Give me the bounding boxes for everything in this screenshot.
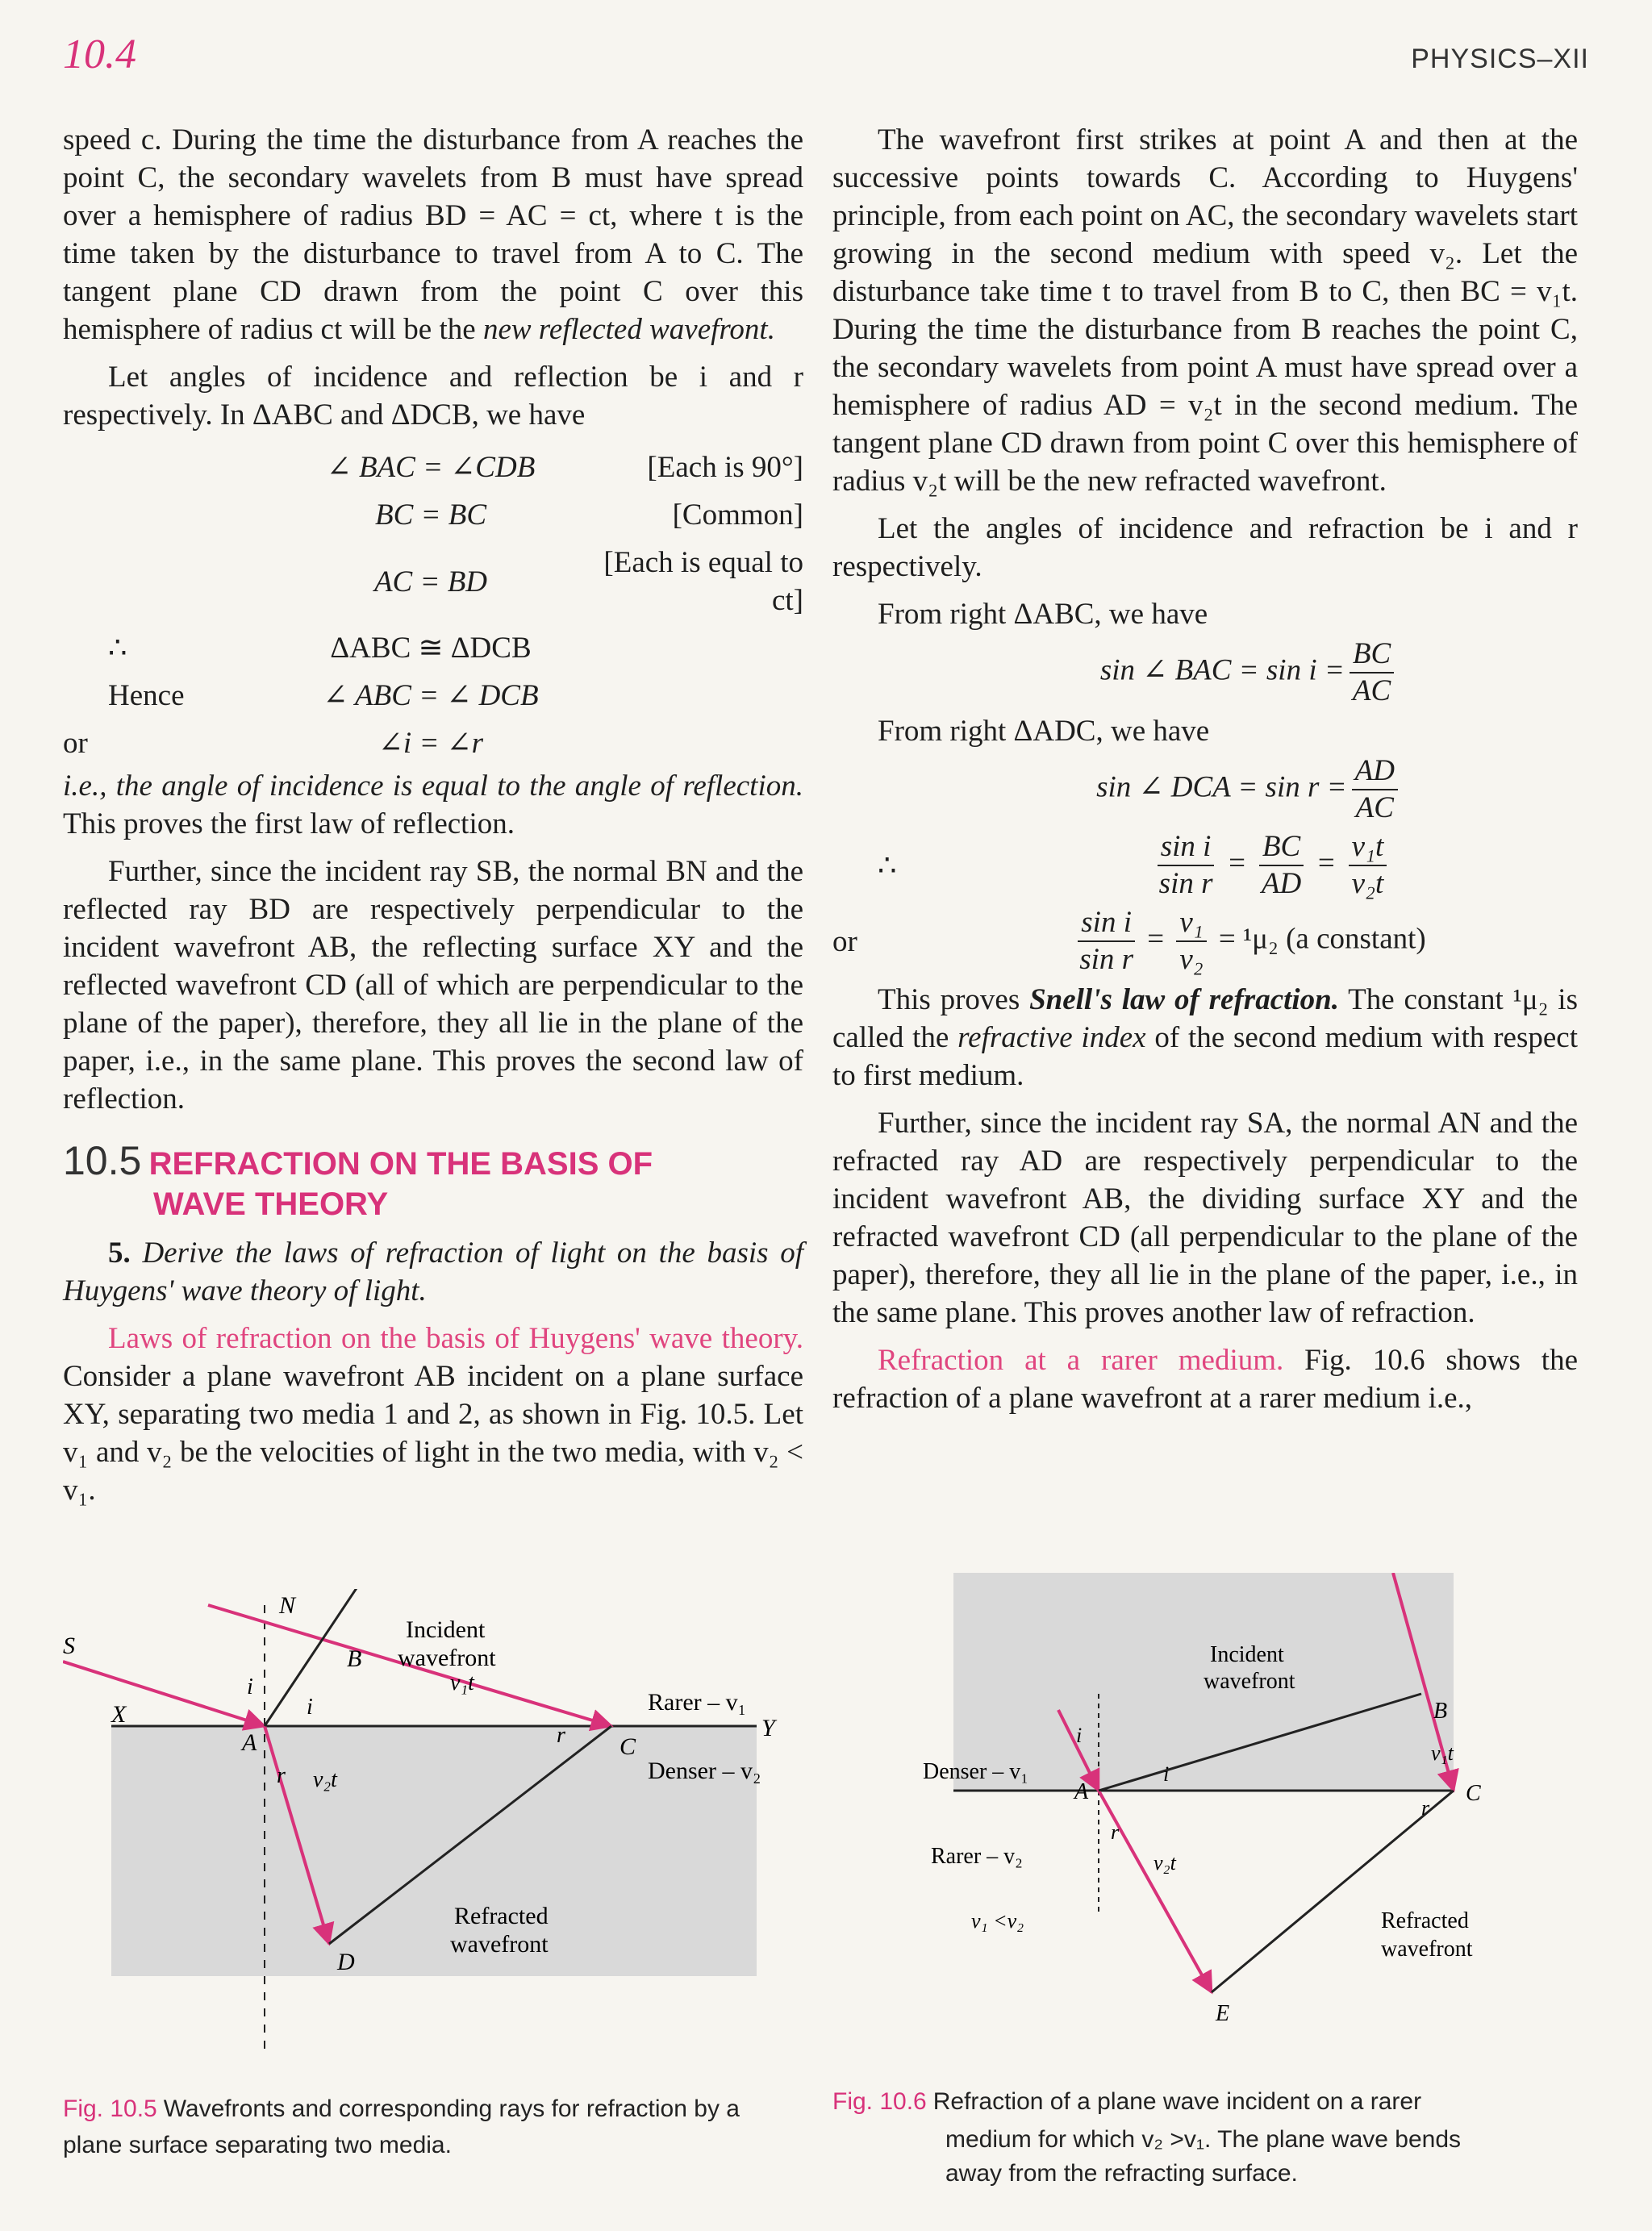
svg-text:Y: Y bbox=[761, 1715, 775, 1741]
figure-10-5 bbox=[63, 1589, 789, 2158]
section-heading: 10.5 REFRACTION ON THE BASIS OF WAVE THEORY bbox=[63, 1138, 653, 1222]
paragraph: speed c. During the time the disturbance from A reaches the point C, the secondary wavelets from B must have spread over a hemisphere of radius BD = AC = ct, where t is the time taken by the disturbance to travel from A to C. The tangent plane CD drawn from the point C over this hemisphere of radius ct will be the new reflected wavefront. bbox=[63, 123, 803, 346]
paragraph: Further, since the incident ray SA, the normal AN and the refracted ray AD are respectively perpendicular to the incident wavefront AB, the dividing surface XY and the refracted wavefront CD (all perpendicular to the plane of the paper), therefore, they all lie in the plane of the paper, i.e., in the same plane. This proves another law of refraction. bbox=[832, 1107, 1578, 1329]
svg-text:wavefront: wavefront bbox=[1381, 1937, 1473, 1962]
svg-text:Refracted: Refracted bbox=[1381, 1908, 1469, 1933]
svg-text:r: r bbox=[1421, 1796, 1430, 1820]
ray-sa bbox=[63, 1662, 265, 1726]
svg-text:v₁ <v₂: v₁ <v₂ bbox=[971, 1909, 1024, 1933]
svg-text:v₁t: v₁t bbox=[1431, 1741, 1454, 1765]
svg-text:A: A bbox=[1074, 1779, 1089, 1804]
refracted-wavefront bbox=[1212, 1791, 1454, 1992]
svg-text:Incident: Incident bbox=[1210, 1642, 1284, 1667]
page-number: 10.4 bbox=[63, 31, 136, 77]
svg-text:wavefront: wavefront bbox=[398, 1645, 496, 1671]
svg-text:N: N bbox=[279, 1592, 296, 1619]
svg-text:v₁t: v₁t bbox=[450, 1670, 474, 1695]
svg-text:B: B bbox=[347, 1645, 362, 1672]
refraction-diagram-denser bbox=[63, 1589, 789, 2073]
svg-text:Denser – v₂: Denser – v₂ bbox=[648, 1758, 761, 1784]
svg-text:i: i bbox=[247, 1674, 253, 1699]
paragraph: This proves Snell's law of refraction. The constant ¹μ₂ is called the refractive index of the second medium with respect to first medium. bbox=[832, 983, 1578, 1092]
svg-text:A: A bbox=[242, 1729, 257, 1756]
svg-text:E: E bbox=[1216, 2001, 1230, 2026]
paragraph: i.e., the angle of incidence is equal to the angle of reflection. This proves the first law of reflection. bbox=[63, 769, 803, 840]
svg-text:X: X bbox=[111, 1701, 127, 1728]
running-header: PHYSICS–XII bbox=[1411, 44, 1589, 74]
figure-caption: Fig. 10.6 Refraction of a plane wave incident on a rarer medium for which v₂ >v₁. The plane wave bends away from the refracting surface. bbox=[832, 2088, 1462, 2187]
svg-text:S: S bbox=[63, 1633, 75, 1659]
paragraph: From right ΔABC, we have bbox=[878, 598, 1208, 631]
svg-text:wavefront: wavefront bbox=[450, 1931, 549, 1958]
equation: sin ∠ BAC = sin i = $\frac{BC}{AC}$ bbox=[832, 636, 1578, 709]
left-column bbox=[63, 121, 803, 1519]
paragraph: Further, since the incident ray SB, the normal BN and the reflected ray BD are respectively perpendicular to the incident wavefront AB, the reflecting surface XY and the reflected wavefront CD (all of which are perpendicular to the plane of the paper), therefore, they all lie in the plane of the paper, i.e., in the same plane. This proves the second law of reflection. bbox=[63, 855, 803, 1116]
svg-text:C: C bbox=[1466, 1781, 1481, 1806]
svg-text:v₂t: v₂t bbox=[1153, 1851, 1176, 1874]
question: 5. Derive the laws of refraction of light on the basis of Huygens' wave theory of light. bbox=[63, 1236, 804, 1307]
svg-text:r: r bbox=[557, 1723, 565, 1748]
equation: sin ∠ DCA = sin r = $\frac{AD}{AC}$ bbox=[832, 753, 1578, 826]
svg-text:Rarer – v₂: Rarer – v₂ bbox=[931, 1844, 1023, 1869]
paragraph: Laws of refraction on the basis of Huygens' wave theory. Consider a plane wavefront AB incident on a plane surface XY, separating two media 1 and 2, as shown in Fig. 10.5. Let v₁ and v₂ be the velocities of light in the two media, with v₂ < v₁. bbox=[63, 1322, 803, 1507]
right-column bbox=[832, 121, 1578, 1427]
figure-caption: Fig. 10.5 Wavefronts and corresponding rays for refraction by a plane surface separating two media. bbox=[63, 2095, 740, 2158]
svg-text:Refracted: Refracted bbox=[454, 1903, 549, 1929]
paragraph: From right ΔADC, we have bbox=[878, 715, 1210, 748]
congruence-proof: ∠ BAC = ∠CDB [Each is 90°] BC = BC [Common] AC = BD [Each is equal to ct] ∴ ΔABC ≅ ΔDCB Hence ∠ ABC = ∠ DCB or ∠i = ∠r bbox=[63, 451, 803, 760]
svg-text:i: i bbox=[1076, 1724, 1083, 1747]
svg-text:r: r bbox=[277, 1763, 286, 1788]
svg-text:r: r bbox=[1111, 1820, 1120, 1844]
svg-text:wavefront: wavefront bbox=[1204, 1669, 1295, 1694]
equation: ∴ $\frac{\text{sin i}}{\text{sin r}}$ = $\frac{BC}{AD}$ = $\frac{\text{v₁t}}{\text{v₂t}}$ bbox=[832, 829, 1578, 902]
svg-text:Denser – v₁: Denser – v₁ bbox=[923, 1759, 1029, 1784]
svg-text:D: D bbox=[337, 1949, 355, 1975]
figure-10-6 bbox=[832, 1573, 1583, 2186]
svg-text:Incident: Incident bbox=[406, 1616, 486, 1643]
paragraph: Let angles of incidence and reflection be i and r respectively. In ΔABC and ΔDCB, we have bbox=[63, 361, 803, 432]
svg-text:i: i bbox=[1163, 1762, 1170, 1786]
equation: or $\frac{\text{sin i}}{\text{sin r}}$ = $\frac{\text{v₁}}{\text{v₂}}$ = ¹μ₂ (a constant) bbox=[832, 906, 1426, 976]
svg-text:C: C bbox=[620, 1733, 636, 1760]
refraction-diagram-rarer bbox=[832, 1573, 1583, 2057]
svg-text:v₂t: v₂t bbox=[313, 1767, 337, 1792]
svg-text:B: B bbox=[1433, 1699, 1448, 1724]
paragraph: Refraction at a rarer medium. Fig. 10.6 shows the refraction of a plane wavefront at a rarer medium i.e., bbox=[832, 1344, 1579, 1415]
svg-text:i: i bbox=[307, 1695, 313, 1720]
svg-text:Rarer – v₁: Rarer – v₁ bbox=[648, 1689, 747, 1716]
paragraph: Let the angles of incidence and refraction be i and r respectively. bbox=[832, 512, 1578, 583]
paragraph: The wavefront first strikes at point A and then at the successive points towards C. According to Huygens' principle, from each point on AC, the secondary wavelets start growing in the second medium with speed v₂. Let the disturbance take time t to travel from B to C, then BC = v₁t. During the time the disturbance from B reaches the point C, the secondary wavelets from point A must have spread over a hemisphere of radius AD = v₂t in the second medium. The tangent plane CD drawn from point C over this hemisphere of radius v₂t will be the new refracted wavefront. bbox=[832, 123, 1578, 498]
